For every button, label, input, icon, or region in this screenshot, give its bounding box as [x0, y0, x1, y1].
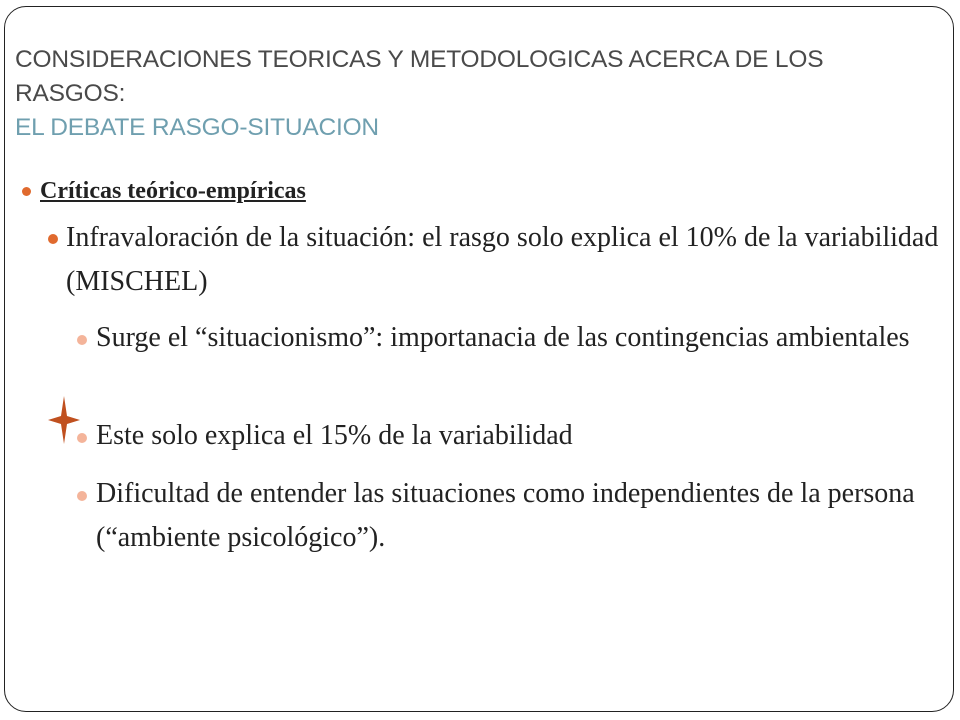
section-heading-text: Críticas teórico-empíricas	[40, 178, 306, 204]
bullet-icon	[48, 234, 58, 244]
sub-point-text: Surge el “situacionismo”: importanacia de las contingencias ambientales	[96, 322, 910, 353]
main-point	[66, 216, 946, 304]
bullet-icon	[22, 187, 31, 196]
main-point-text: Infravaloración de la situación: el rasgo solo explica el 10% de la variabilidad (MISCHEL)	[66, 222, 939, 297]
sub-point	[96, 414, 960, 458]
sub-point-text: Dificultad de entender las situaciones como independientes de la persona (“ambiente psicológico”).	[96, 478, 915, 553]
sub-bullet-icon	[77, 491, 87, 501]
section-heading	[40, 174, 306, 208]
title-line-1: CONSIDERACIONES TEORICAS Y METODOLOGICAS ACERCA DE LOS	[15, 46, 824, 73]
slide-title	[15, 43, 945, 145]
sub-bullet-icon	[77, 335, 87, 345]
sub-point-text: Este solo explica el 15% de la variabilidad	[96, 420, 573, 451]
sub-point	[96, 472, 960, 560]
four-point-star-icon	[48, 396, 80, 444]
subtitle: EL DEBATE RASGO-SITUACION	[15, 114, 379, 141]
sub-point	[96, 316, 960, 360]
title-line-2: RASGOS:	[15, 80, 126, 107]
